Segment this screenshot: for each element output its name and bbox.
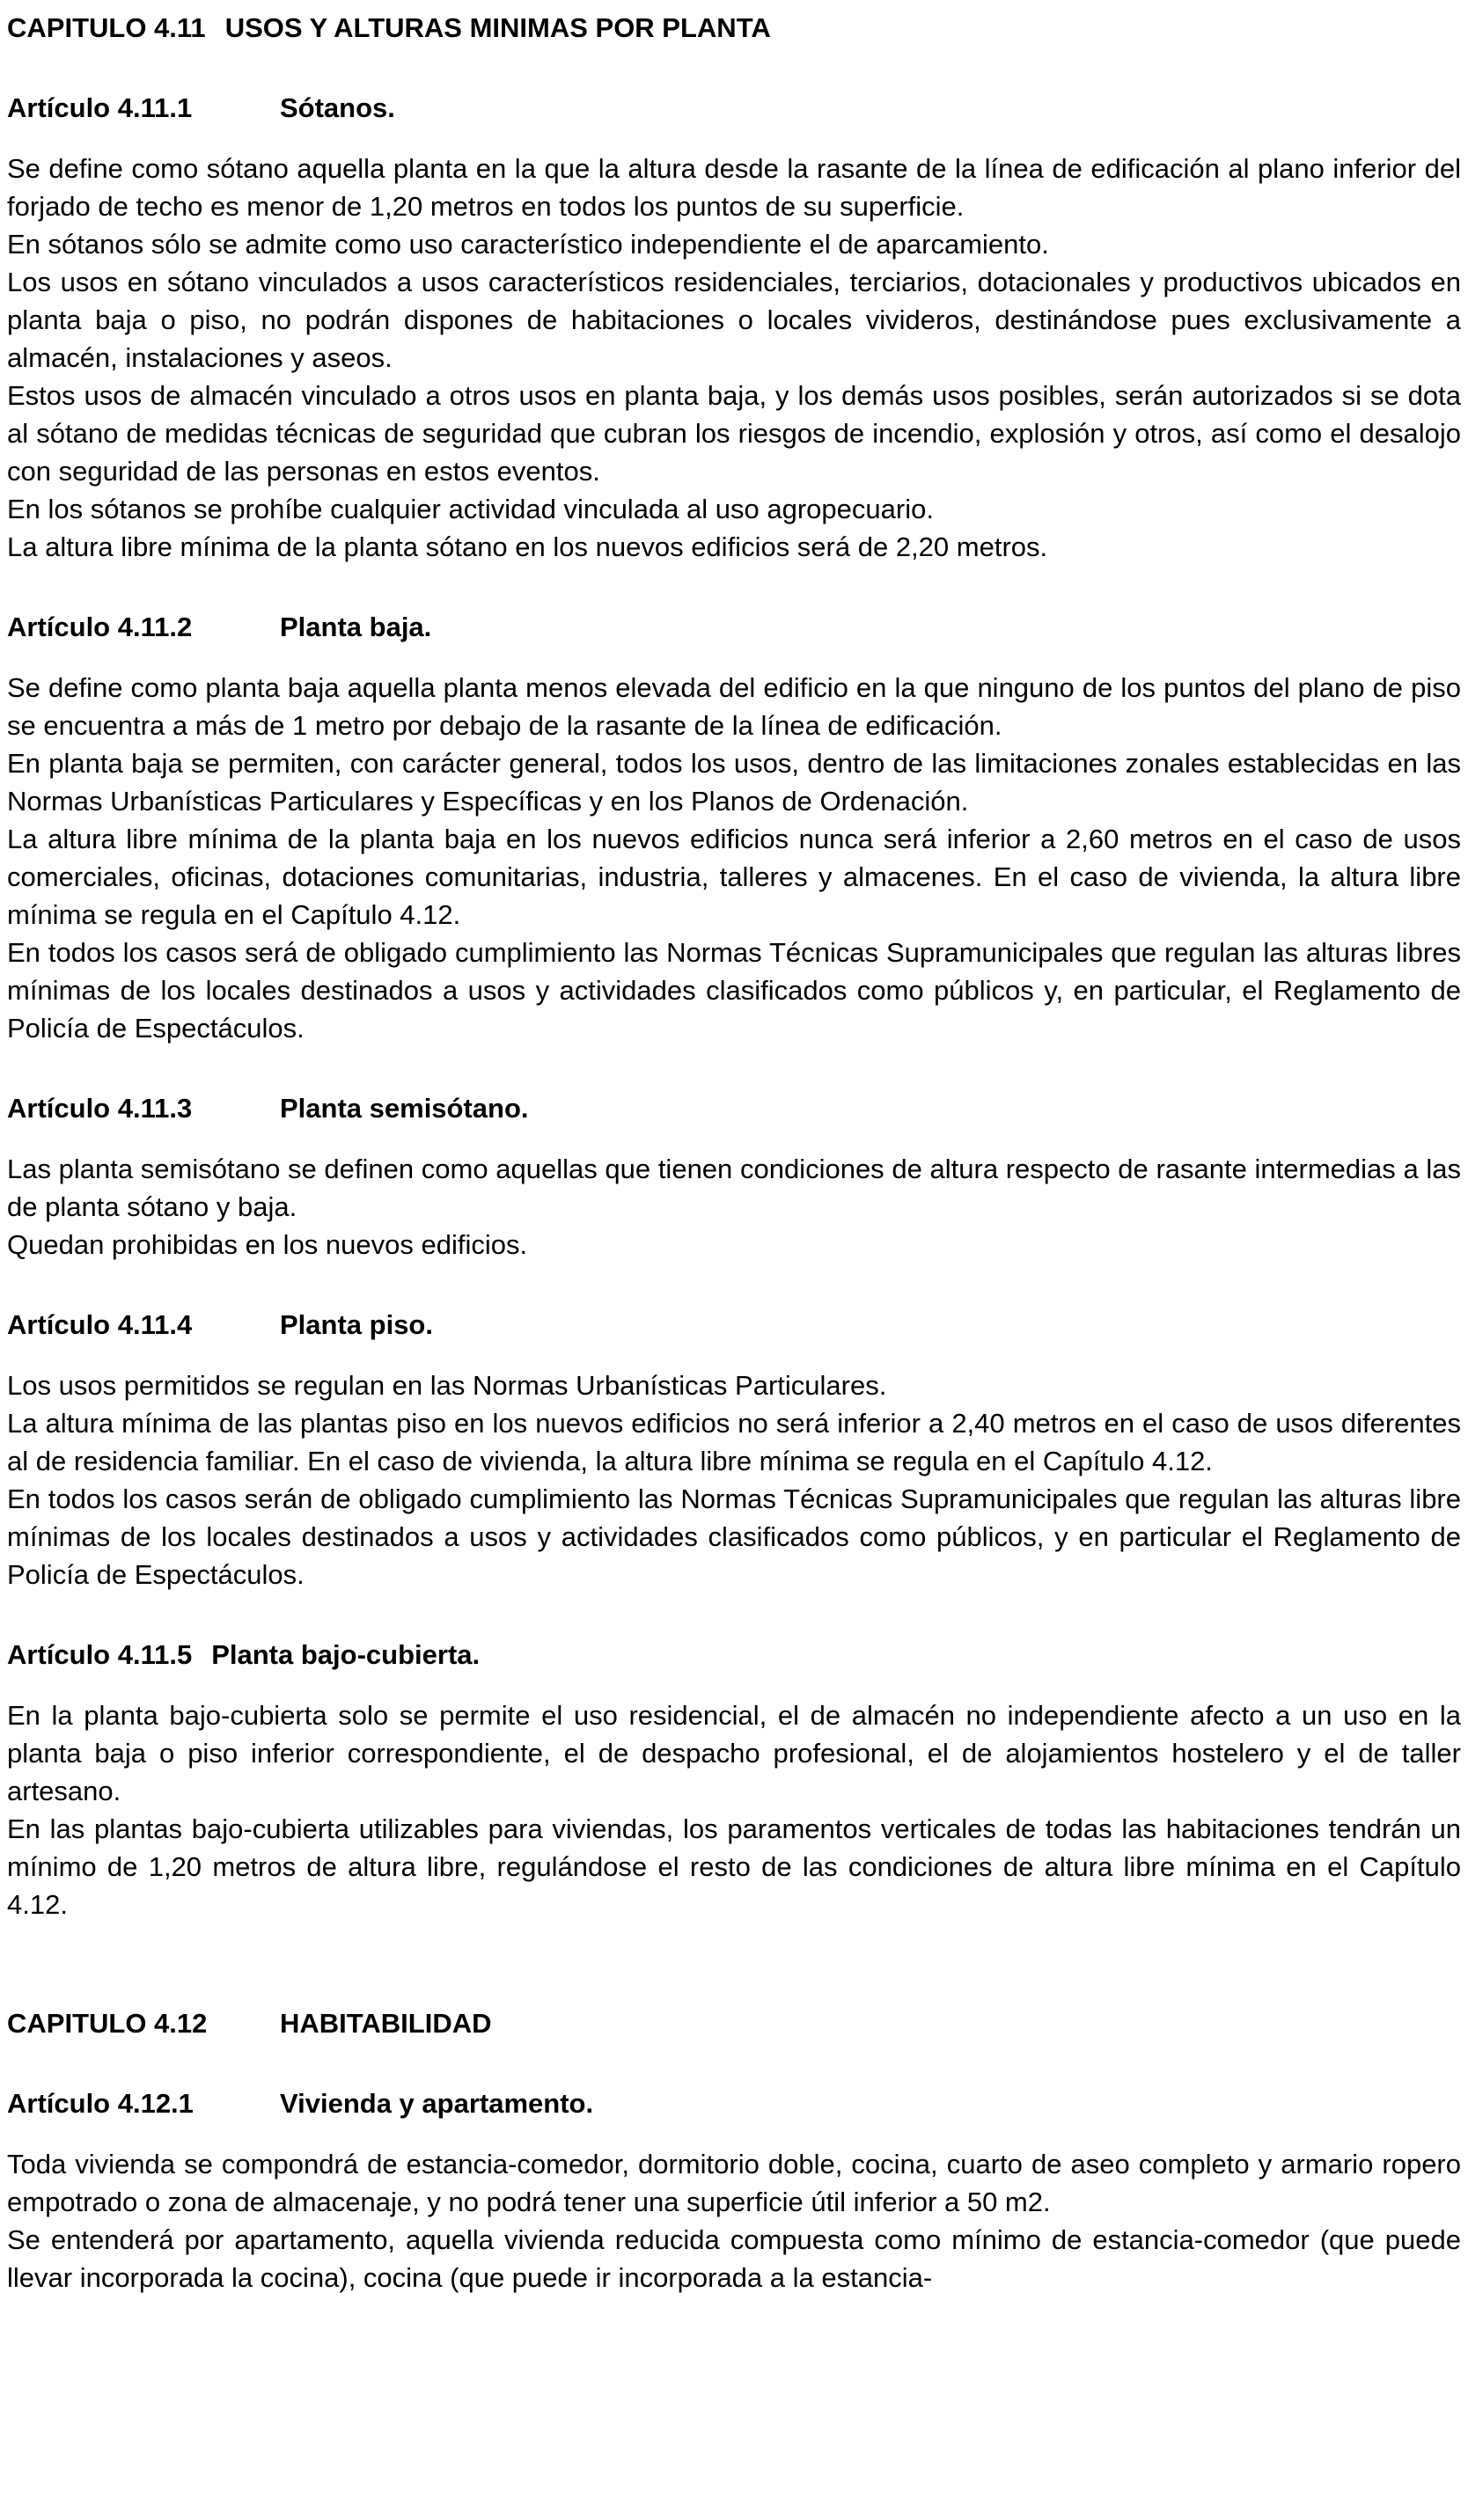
article-number: Artículo 4.11.3 (7, 1093, 193, 1124)
paragraph: Los usos permitidos se regulan en las Normas Urbanísticas Particulares. (7, 1370, 887, 1401)
article-heading (7, 2084, 1461, 2122)
chapter-title: HABITABILIDAD (280, 2008, 492, 2039)
paragraph: Las planta semisótano se definen como aquellas que tienen condiciones de altura respecto de rasante intermedias a las de planta sótano y baja. (7, 1154, 1461, 1222)
article-section-4-11-5 (7, 1636, 1461, 1923)
article-number: Artículo 4.11.2 (7, 612, 193, 642)
article-number: Artículo 4.11.1 (7, 92, 193, 123)
article-heading (7, 1636, 1461, 1674)
article-title: Vivienda y apartamento. (280, 2088, 594, 2119)
article-section-4-11-2 (7, 608, 1461, 1047)
paragraph: En sótanos sólo se admite como uso característico independiente el de aparcamiento. (7, 229, 1049, 260)
paragraph: Se entenderá por apartamento, aquella vivienda reducida compuesta como mínimo de estancia-comedor (que puede llevar incorporada la cocina), cocina (que puede ir incorporada a la estancia- (7, 2224, 1461, 2293)
paragraph: Quedan prohibidas en los nuevos edificios. (7, 1229, 528, 1260)
article-heading (7, 1089, 1461, 1127)
paragraph: La altura libre mínima de la planta sótano en los nuevos edificios será de 2,20 metros. (7, 531, 1048, 562)
paragraph: Se define como planta baja aquella planta menos elevada del edificio en la que ninguno de los puntos del plano de piso se encuentra a más de 1 metro por debajo de la rasante de la línea de edificación. (7, 672, 1461, 741)
paragraph: Los usos en sótano vinculados a usos característicos residenciales, terciarios, dotacionales y productivos ubicados en planta baja o piso, no podrán dispones de habitaciones o locales vivideros, destinándose pues exclusivamente a almacén, instalaciones y aseos. (7, 267, 1461, 373)
paragraph: En las plantas bajo-cubierta utilizables para viviendas, los paramentos verticales de todas las habitaciones tendrán un mínimo de 1,20 metros de altura libre, regulándose el resto de las condiciones de altura libre mínima en el Capítulo 4.12. (7, 1813, 1461, 1920)
article-number: Artículo 4.11.4 (7, 1309, 193, 1340)
chapter-heading-4-12 (7, 2004, 1461, 2042)
paragraph: En planta baja se permiten, con carácter general, todos los usos, dentro de las limitaciones zonales establecidas en las Normas Urbanísticas Particulares y Específicas y en los Planos de Ordenación. (7, 748, 1461, 817)
article-title: Planta piso. (280, 1309, 433, 1340)
paragraph: La altura mínima de las plantas piso en los nuevos edificios no será inferior a 2,40 metros en el caso de usos diferentes al de residencia familiar. En el caso de vivienda, la altura libre mínima se regula en el Capítulo 4.12. (7, 1408, 1461, 1476)
paragraph: Se define como sótano aquella planta en la que la altura desde la rasante de la línea de edificación al plano inferior del forjado de techo es menor de 1,20 metros en todos los puntos de su superficie. (7, 153, 1461, 222)
paragraph: En todos los casos serán de obligado cumplimiento las Normas Técnicas Supramunicipales que regulan las alturas libre mínimas de los locales destinados a usos y actividades clasificados como públicos, y en particular el Reglamento de Policía de Espectáculos. (7, 1483, 1461, 1590)
article-heading (7, 608, 1461, 646)
article-title: Planta baja. (280, 612, 432, 642)
paragraph: Toda vivienda se compondrá de estancia-comedor, dormitorio doble, cocina, cuarto de aseo completo y armario ropero empotrado o zona de almacenaje, y no podrá tener una superficie útil inferior a 50 m2. (7, 2149, 1461, 2217)
article-number: Artículo 4.12.1 (7, 2088, 194, 2119)
chapter-number: CAPITULO 4.12 (7, 2008, 208, 2039)
article-section-4-11-4 (7, 1306, 1461, 1593)
chapter-number: CAPITULO 4.11 (7, 12, 206, 43)
article-section-4-11-1 (7, 89, 1461, 566)
article-section-4-11-3 (7, 1089, 1461, 1264)
paragraph: En la planta bajo-cubierta solo se permite el uso residencial, el de almacén no independiente afecto a un uso en la planta baja o piso inferior correspondiente, el de despacho profesional, el de alojamientos hostelero y el de taller artesano. (7, 1700, 1461, 1806)
paragraph: Estos usos de almacén vinculado a otros usos en planta baja, y los demás usos posibles, serán autorizados si se dota al sótano de medidas técnicas de seguridad que cubran los riesgos de incendio, explosión y otros, así como el desalojo con seguridad de las personas en estos eventos. (7, 380, 1461, 487)
article-title: Sótanos. (280, 92, 395, 123)
article-heading (7, 1306, 1461, 1344)
article-title: Planta bajo-cubierta. (211, 1639, 481, 1670)
chapter-title: USOS Y ALTURAS MINIMAS POR PLANTA (224, 12, 771, 43)
paragraph: En los sótanos se prohíbe cualquier actividad vinculada al uso agropecuario. (7, 494, 934, 524)
chapter-heading-4-11 (7, 9, 1461, 47)
paragraph: La altura libre mínima de la planta baja en los nuevos edificios nunca será inferior a 2,60 metros en el caso de usos comerciales, oficinas, dotaciones comunitarias, industria, talleres y almacenes. En el caso de vivienda, la altura libre mínima se regula en el Capítulo 4.12. (7, 824, 1461, 930)
article-title: Planta semisótano. (280, 1093, 529, 1124)
article-section-4-12-1 (7, 2084, 1461, 2297)
article-heading (7, 89, 1461, 127)
paragraph: En todos los casos será de obligado cumplimiento las Normas Técnicas Supramunicipales que regulan las alturas libres mínimas de los locales destinados a usos y actividades clasificados como públicos y, en particular, el Reglamento de Policía de Espectáculos. (7, 937, 1461, 1044)
article-number: Artículo 4.11.5 (7, 1639, 193, 1670)
